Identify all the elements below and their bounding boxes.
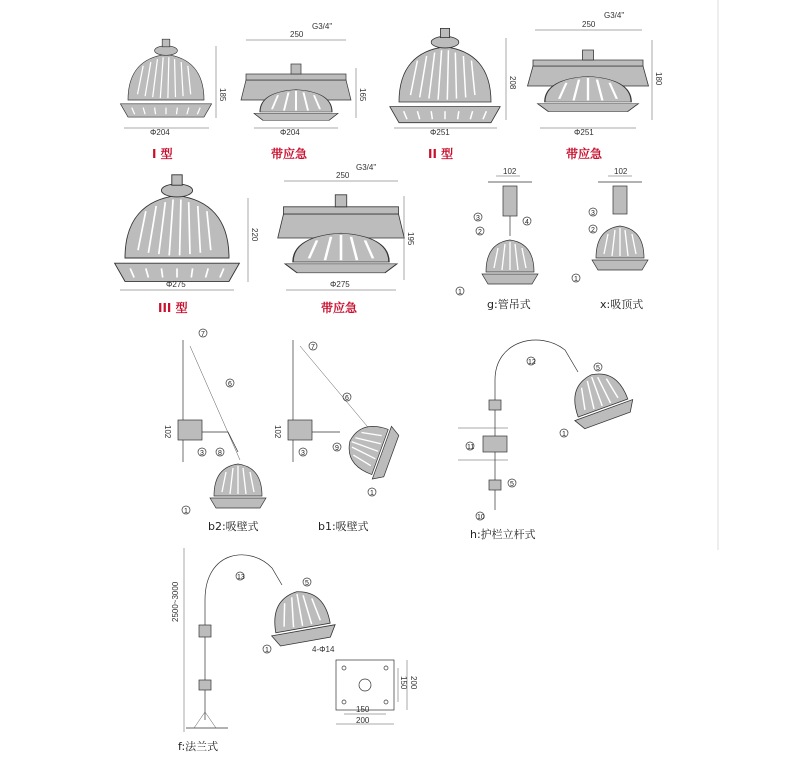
svg-text:9: 9 [335,445,339,452]
dim-width: Φ251 [574,128,594,137]
dim-200: 200 [356,716,370,725]
caption-ceiling: x:吸顶式 [600,298,644,311]
svg-text:1: 1 [574,276,578,283]
dim-height: 165 [358,88,367,102]
svg-text:5: 5 [596,365,600,372]
dim-top: 250 [290,30,304,39]
svg-text:7: 7 [311,344,315,351]
caption-pendant: g:管吊式 [487,298,531,311]
flange-plate [312,645,418,725]
mount-wall-b1 [273,340,401,533]
lamp-emergency-3 [278,163,415,315]
thread-label: G3/4" [604,11,625,20]
lamp-emergency-1 [241,22,367,161]
thread-label: G3/4" [312,22,333,31]
dim-150: 150 [356,705,370,714]
caption-emergency-1: 带应急 [271,147,308,161]
caption-railing: h:护栏立杆式 [470,528,536,541]
svg-text:2: 2 [478,229,482,236]
lamp-emergency-2 [528,11,664,161]
svg-text:1: 1 [562,431,566,438]
caption-type-2: II 型 [428,147,454,161]
hole-label: 4-Φ14 [312,645,335,654]
lamp-type-1 [120,39,227,161]
dim-top: 250 [582,20,596,29]
dim-width: Φ204 [150,128,170,137]
svg-text:1: 1 [265,647,269,654]
dim-pole-height: 2500~3000 [171,581,180,622]
lamp-type-3 [115,175,259,315]
caption-wall-b1: b1:吸壁式 [318,520,369,533]
caption-wall-b2: b2:吸壁式 [208,520,259,533]
dim-width: Φ204 [280,128,300,137]
mount-railing [458,340,636,541]
svg-text:11: 11 [467,444,475,451]
dim-102: 102 [503,167,517,176]
dim-width: Φ275 [166,280,186,289]
svg-text:1: 1 [184,508,188,515]
svg-text:10: 10 [477,514,485,521]
dim-102: 102 [614,167,628,176]
svg-text:3: 3 [200,450,204,457]
dim-width: Φ251 [430,128,450,137]
dim-height: 195 [406,232,415,246]
mount-ceiling [572,167,648,311]
svg-text:6: 6 [345,395,349,402]
svg-text:7: 7 [201,331,205,338]
svg-text:2: 2 [591,227,595,234]
mount-wall-b2 [163,329,266,533]
thread-label: G3/4" [356,163,377,172]
dim-102: 102 [273,425,282,439]
svg-text:4: 4 [525,219,529,226]
dim-height: 185 [218,88,227,102]
svg-text:3: 3 [476,215,480,222]
dim-102: 102 [163,425,172,439]
caption-emergency-2: 带应急 [566,147,603,161]
svg-text:3: 3 [301,450,305,457]
dim-150-v: 150 [399,676,408,690]
dim-height: 208 [508,76,517,90]
svg-text:5: 5 [305,580,309,587]
svg-text:3: 3 [591,210,595,217]
dim-top: 250 [336,171,350,180]
svg-text:5: 5 [510,481,514,488]
caption-flange: f:法兰式 [178,740,219,753]
svg-text:12: 12 [528,359,536,366]
svg-text:6: 6 [228,381,232,388]
dim-height: 180 [654,72,663,86]
dim-200-v: 200 [409,676,418,690]
svg-text:1: 1 [370,490,374,497]
dim-height: 220 [250,228,259,242]
svg-text:1: 1 [458,289,462,296]
mount-pendant [456,167,538,311]
svg-text:8: 8 [218,450,222,457]
svg-text:13: 13 [237,574,245,581]
lamp-type-2 [390,28,517,161]
caption-emergency-3: 带应急 [321,301,358,315]
caption-type-3: III 型 [158,301,188,315]
caption-type-1: I 型 [152,147,173,161]
dim-width: Φ275 [330,280,350,289]
